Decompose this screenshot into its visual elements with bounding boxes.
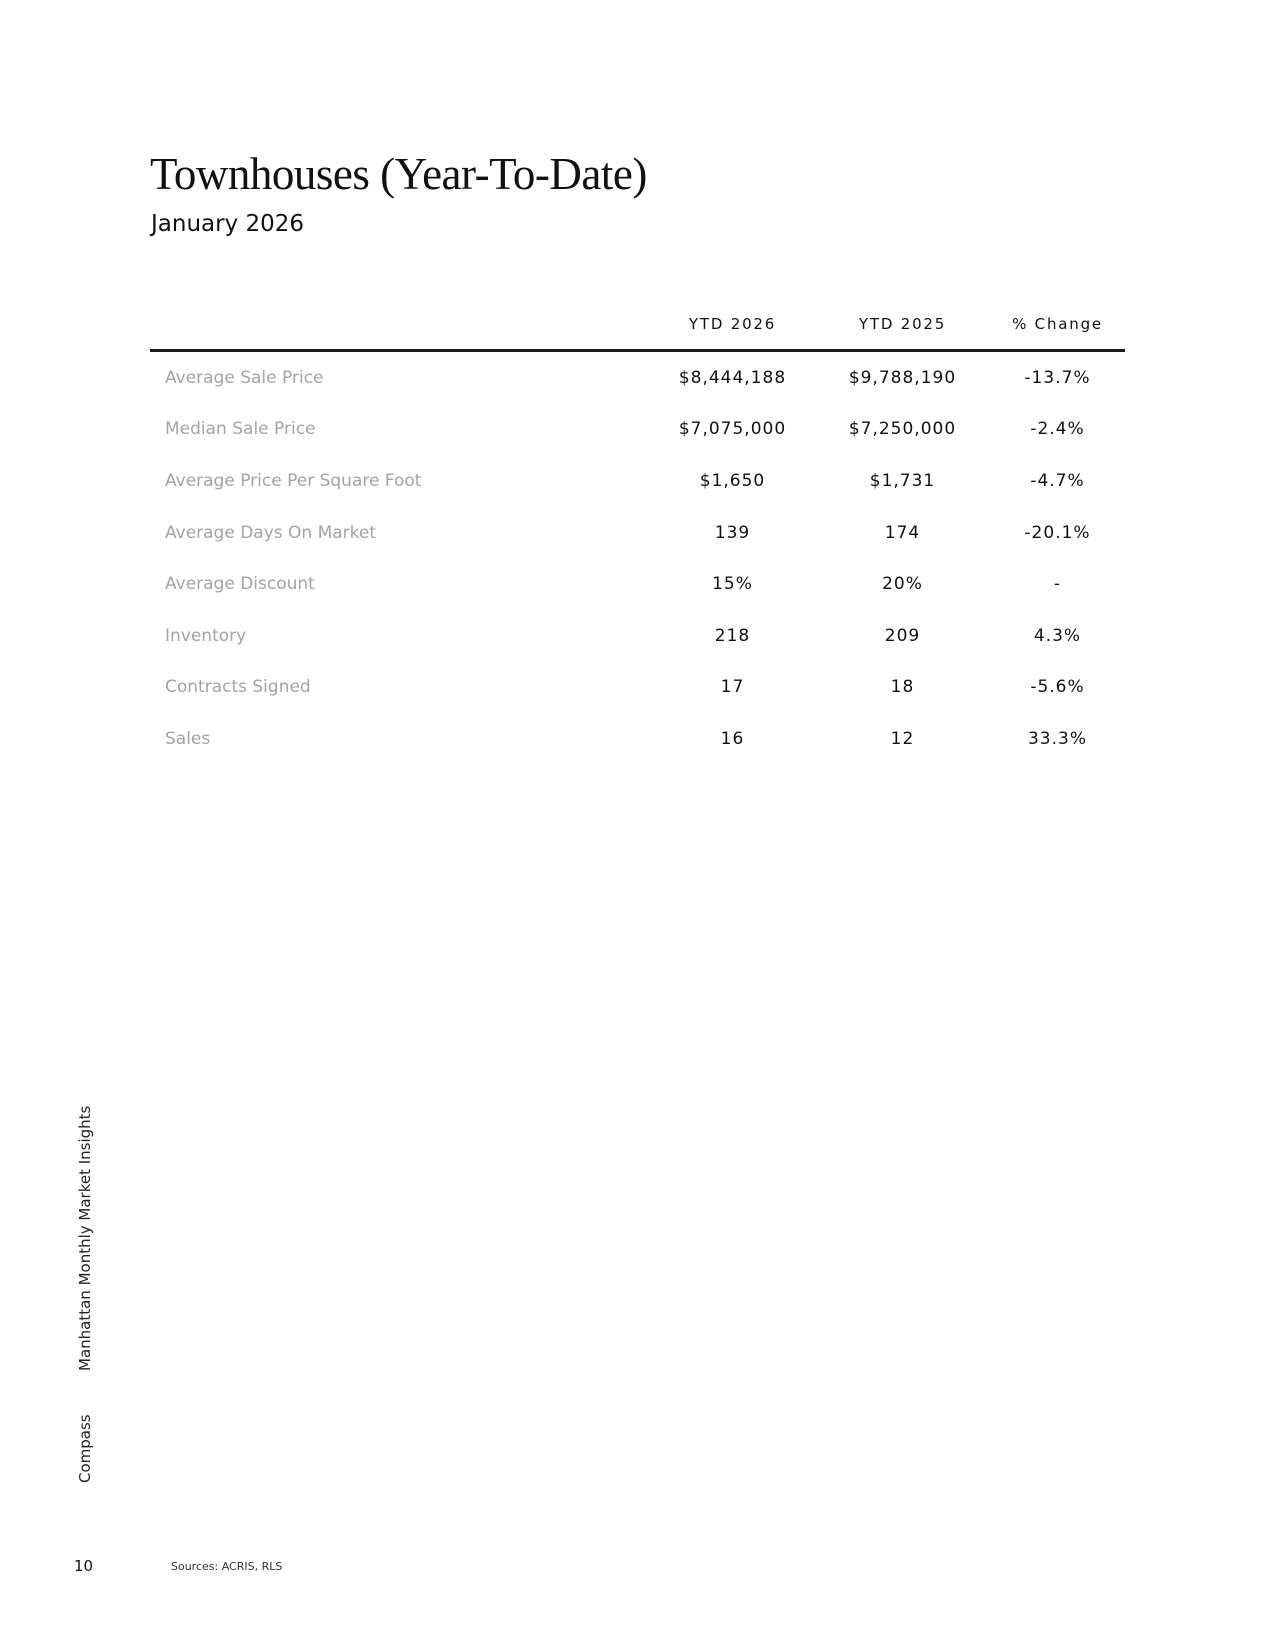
change-value: -4.7%: [1030, 470, 1085, 491]
row-label: Sales: [165, 728, 211, 749]
ytd-stats-table: [150, 315, 1125, 765]
change-value: 33.3%: [1027, 728, 1087, 749]
sources-note: Sources: ACRIS, RLS: [171, 1560, 283, 1573]
page-number: 10: [74, 1557, 94, 1575]
row-label: Average Days On Market: [165, 522, 377, 543]
page-title: Townhouses (Year-To-Date): [150, 149, 647, 199]
change-value: -5.6%: [1030, 677, 1085, 698]
ytd-2025-value: 20%: [882, 574, 923, 595]
table-row: [150, 662, 1125, 714]
ytd-2026-value: 139: [714, 522, 751, 543]
row-label: Inventory: [165, 625, 247, 646]
row-label: Average Price Per Square Foot: [165, 470, 422, 491]
row-label: Contracts Signed: [165, 677, 311, 698]
ytd-2026-value: $8,444,188: [678, 367, 787, 388]
brand-name: Compass: [76, 1414, 94, 1483]
ytd-2026-value: 218: [714, 625, 751, 646]
ytd-2026-value: 17: [720, 677, 745, 698]
change-value: -2.4%: [1030, 419, 1085, 440]
row-label: Median Sale Price: [165, 419, 316, 440]
table-row: [150, 455, 1125, 507]
change-value: -20.1%: [1024, 522, 1091, 543]
ytd-2025-value: $7,250,000: [848, 419, 957, 440]
column-header-ytd-2025: YTD 2025: [815, 315, 990, 351]
table-row: [150, 351, 1125, 404]
change-value: 4.3%: [1033, 625, 1082, 646]
column-header-label: [150, 315, 650, 351]
table-row: [150, 558, 1125, 610]
table-row: [150, 713, 1125, 765]
column-header-change: % Change: [990, 315, 1125, 351]
change-value: -13.7%: [1024, 367, 1091, 388]
row-label: Average Sale Price: [165, 367, 324, 388]
ytd-2025-value: 174: [884, 522, 921, 543]
ytd-2025-value: 209: [884, 625, 921, 646]
publication-name: Manhattan Monthly Market Insights: [76, 1105, 94, 1371]
table-row: [150, 507, 1125, 559]
ytd-2025-value: 18: [890, 677, 915, 698]
page-subtitle: January 2026: [151, 211, 305, 237]
table-row: [150, 404, 1125, 456]
ytd-2026-value: 15%: [712, 574, 753, 595]
ytd-2026-value: $1,650: [699, 470, 766, 491]
ytd-2025-value: 12: [890, 728, 915, 749]
ytd-2026-value: $7,075,000: [678, 419, 787, 440]
column-header-ytd-2026: YTD 2026: [650, 315, 815, 351]
ytd-2025-value: $1,731: [869, 470, 936, 491]
row-label: Average Discount: [165, 574, 315, 595]
table-row: [150, 610, 1125, 662]
ytd-2025-value: $9,788,190: [848, 367, 957, 388]
change-value: -: [1053, 574, 1062, 595]
table-header-row: [150, 315, 1125, 351]
ytd-2026-value: 16: [720, 728, 745, 749]
